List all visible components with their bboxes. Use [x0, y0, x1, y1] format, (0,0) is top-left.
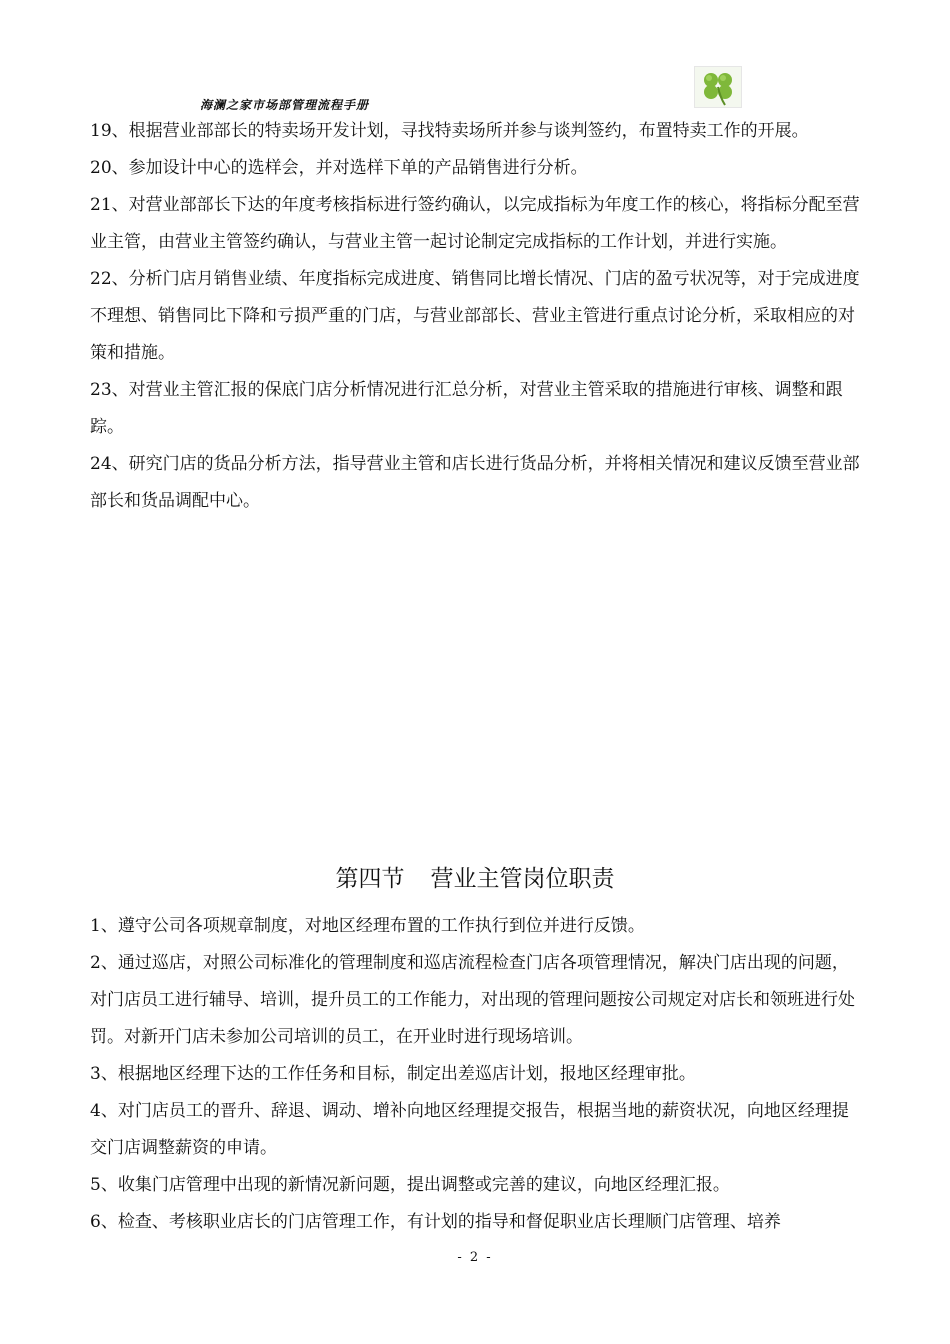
duty-3: 3、根据地区经理下达的工作任务和目标，制定出差巡店计划，报地区经理审批。 [90, 1064, 696, 1084]
paragraph-23: 23、对营业主管汇报的保底门店分析情况进行汇总分析，对营业主管采取的措施进行审核、调整和跟踪。 [90, 380, 843, 437]
paragraph-21: 21、对营业部部长下达的年度考核指标进行签约确认，以完成指标为年度工作的核心，将指标分配至营业主管，由营业主管签约确认，与营业主管一起讨论制定完成指标的工作计划，并进行实施。 [90, 195, 860, 252]
section-number: 第四节 [335, 866, 405, 892]
section-title: 营业主管岗位职责 [430, 866, 615, 892]
paragraph-24: 24、研究门店的货品分析方法，指导营业主管和店长进行货品分析，并将相关情况和建议反馈至营业部部长和货品调配中心。 [90, 454, 860, 511]
duty-5: 5、收集门店管理中出现的新情况新问题，提出调整或完善的建议，向地区经理汇报。 [90, 1175, 730, 1195]
header-title: 海澜之家市场部管理流程手册 [200, 98, 370, 112]
four-leaf-clover-icon [694, 66, 742, 108]
section-text-block [90, 908, 862, 1241]
duty-1: 1、遵守公司各项规章制度，对地区经理布置的工作执行到位并进行反馈。 [90, 916, 645, 936]
duty-4: 4、对门店员工的晋升、辞退、调动、增补向地区经理提交报告，根据当地的薪资状况，向地区经理提交门店调整薪资的申请。 [90, 1101, 849, 1158]
paragraph-22: 22、分析门店月销售业绩、年度指标完成进度、销售同比增长情况、门店的盈亏状况等，对于完成进度不理想、销售同比下降和亏损严重的门店，与营业部部长、营业主管进行重点讨论分析，采取相应的对策和措施。 [90, 269, 860, 363]
paragraph-20: 20、参加设计中心的选样会，并对选样下单的产品销售进行分析。 [90, 158, 588, 178]
duty-2: 2、通过巡店，对照公司标准化的管理制度和巡店流程检查门店各项管理情况，解决门店出现的问题，对门店员工进行辅导、培训，提升员工的工作能力，对出现的管理问题按公司规定对店长和领班进行处罚。对新开门店未参加公司培训的员工，在开业时进行现场培训。 [90, 953, 855, 1047]
paragraph-19: 19、根据营业部部长的特卖场开发计划，寻找特卖场所并参与谈判签约，布置特卖工作的开展。 [90, 121, 809, 141]
top-text-block [90, 113, 862, 520]
page-number: - 2 - [457, 1250, 493, 1265]
duty-6: 6、检查、考核职业店长的门店管理工作，有计划的指导和督促职业店长理顺门店管理、培养 [90, 1212, 781, 1232]
section-heading [0, 860, 950, 893]
